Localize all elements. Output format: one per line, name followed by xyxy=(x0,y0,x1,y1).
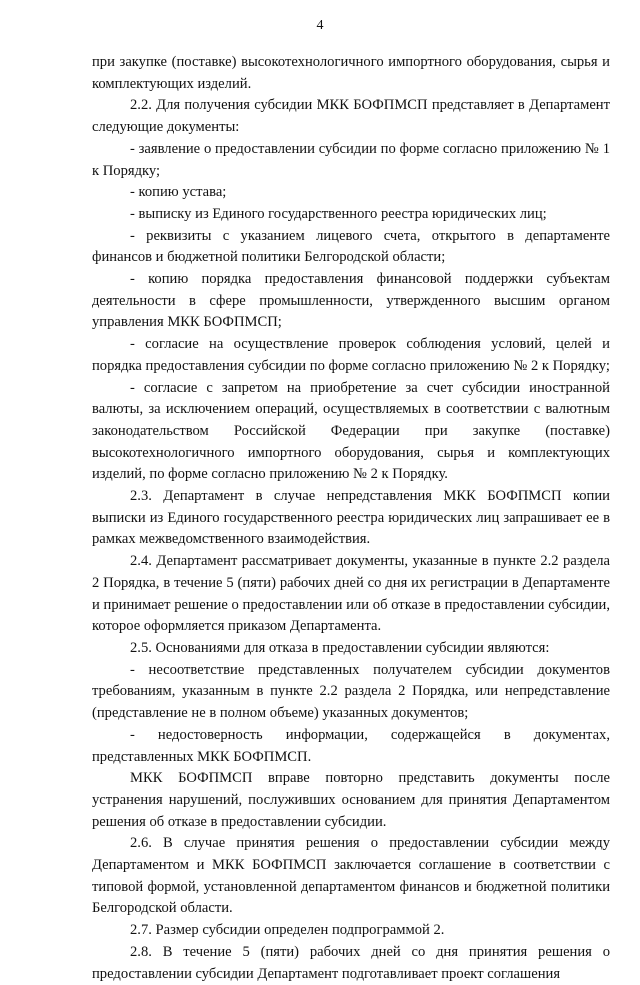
list-item-application: - заявление о предоставлении субсидии по форме согласно приложению № 1 к Порядку; xyxy=(92,140,610,179)
paragraph-continuation: при закупке (поставке) высокотехнологичного импортного оборудования, сырья и комплектующих изделий. xyxy=(92,54,610,92)
list-item-support-procedure: - копию порядка предоставления финансовой поддержки субъектам деятельности в сфере промышленности, утвержденного высшим органом управления МКК БОФПМСП; xyxy=(92,271,610,331)
list-item-charter-copy: - копию устава; xyxy=(130,184,227,201)
paragraph-2-4: 2.4. Департамент рассматривает документы, указанные в пункте 2.2 раздела 2 Порядка, в течение 5 (пяти) рабочих дней со дня их регистрации в Департаменте и принимает решение о предоставлении или об отказе в предоставлении субсидии, которое оформляется приказом Департамента. xyxy=(92,553,610,635)
list-item-inaccuracy: - недостоверность информации, содержащейся в документах, представленных МКК БОФПМСП. xyxy=(92,726,610,765)
list-item-audit-consent: - согласие на осуществление проверок соблюдения условий, целей и порядка предоставления субсидии по форме согласно приложению № 2 к Порядку; xyxy=(92,336,610,374)
list-item-registry-extract: - выписку из Единого государственного реестра юридических лиц; xyxy=(130,205,547,222)
paragraph-2-3: 2.3. Департамент в случае непредставления МКК БОФПМСП копии выписки из Единого государственного реестра юридических лиц запрашивает ее в рамках межведомственного взаимодействия. xyxy=(92,488,610,548)
paragraph-2-2: 2.2. Для получения субсидии МКК БОФПМСП представляет в Департамент следующие документы: xyxy=(92,97,610,136)
paragraph-2-8: 2.8. В течение 5 (пяти) рабочих дней со дня принятия решения о предоставлении субсидии Департамент подготавливает проект соглашения xyxy=(92,943,610,982)
list-item-nonconformity: - несоответствие представленных получателем субсидии документов требованиям, указанным в пункте 2.2 раздела 2 Порядка, или непредставление (представление не в полном объеме) указанных документов; xyxy=(92,661,610,722)
paragraph-2-7: 2.7. Размер субсидии определен подпрограммой 2. xyxy=(130,922,445,939)
list-item-bank-details: - реквизиты с указанием лицевого счета, открытого в департаменте финансов и бюджетной политики Белгородской области; xyxy=(92,227,610,266)
paragraph-resubmission: МКК БОФПМСП вправе повторно представить документы после устранения нарушений, послуживших основанием для принятия Департаментом решения об отказе в предоставлении субсидии. xyxy=(92,770,610,830)
paragraph-2-5: 2.5. Основаниями для отказа в предоставлении субсидии являются: xyxy=(130,639,550,656)
page-number: 4 xyxy=(316,18,324,33)
paragraph-2-6: 2.6. В случае принятия решения о предоставлении субсидии между Департаментом и МКК БОФПМСП заключается соглашение в соответствии с типовой формой, установленной департаментом финансов и бюджетной политики Белгородской области. xyxy=(92,835,610,917)
list-item-currency-ban-consent: - согласие с запретом на приобретение за счет субсидии иностранной валюты, за исключением операций, осуществляемых в соответствии с валютным законодательством Российской Федерации при закупке (поставке) высокотехнологичного импортного оборудования, сырья и комплектующих изделий, по форме согласно приложению № 2 к Порядку. xyxy=(92,379,610,483)
document-body xyxy=(92,52,610,985)
